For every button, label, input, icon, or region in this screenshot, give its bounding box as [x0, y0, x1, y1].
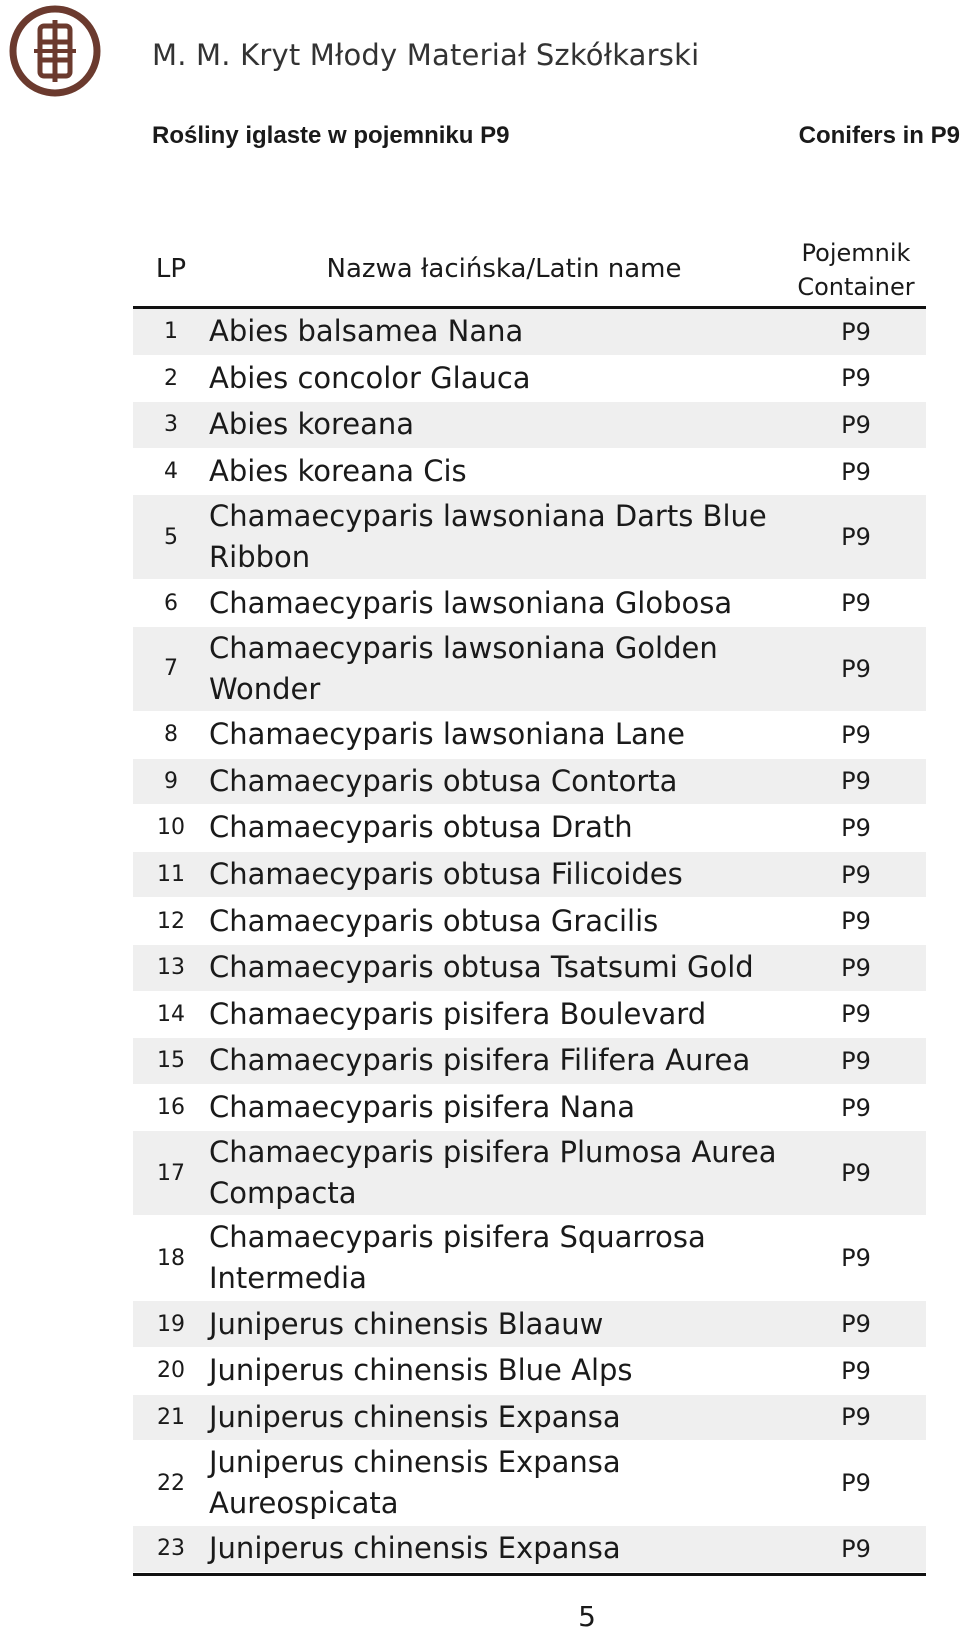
column-header-container-pl: Pojemnik: [801, 239, 911, 267]
table-row: [133, 898, 926, 945]
table-row: [133, 1085, 926, 1132]
row-number: 11: [157, 862, 185, 888]
row-number: 2: [164, 365, 178, 391]
latin-name: Chamaecyparis lawsoniana Lane: [209, 717, 685, 752]
row-number: 4: [164, 459, 178, 485]
table-row: [133, 852, 926, 899]
latin-name: Chamaecyparis obtusa Drath: [209, 810, 633, 845]
table-row: [133, 1348, 926, 1395]
table-row: [133, 759, 926, 806]
latin-name: Abies balsamea Nana: [209, 314, 524, 349]
latin-name: Chamaecyparis pisifera Filifera Aurea: [209, 1043, 751, 1078]
container-code: P9: [841, 1046, 871, 1075]
table-row: [133, 1038, 926, 1085]
table-body: [133, 309, 926, 1573]
row-number: 13: [157, 955, 185, 981]
column-header-container: [786, 236, 926, 304]
page-title-polish: Rośliny iglaste w pojemniku P9: [152, 122, 510, 149]
row-number: 14: [157, 1001, 185, 1027]
table-row: [133, 1526, 926, 1573]
company-logo: [8, 4, 102, 98]
row-number: 1: [164, 319, 178, 345]
row-number: 5: [164, 524, 178, 550]
latin-name: Abies koreana Cis: [209, 454, 467, 489]
row-number: 21: [157, 1404, 185, 1430]
row-number: 9: [164, 768, 178, 794]
row-number: 18: [157, 1245, 185, 1271]
container-code: P9: [841, 720, 871, 749]
page-number: 5: [578, 1600, 596, 1633]
latin-name: Abies koreana: [209, 407, 415, 442]
table-row: [133, 1301, 926, 1348]
container-code: P9: [841, 860, 871, 889]
table-row: [133, 945, 926, 992]
container-code: P9: [841, 364, 871, 393]
row-number: 23: [157, 1536, 185, 1562]
row-number: 6: [164, 590, 178, 616]
container-code: P9: [841, 523, 871, 552]
table-header: [133, 236, 926, 309]
plant-table: [133, 236, 926, 1576]
row-number: 8: [164, 722, 178, 748]
company-name: M. M. Kryt Młody Materiał Szkółkarski: [152, 38, 700, 72]
container-code: P9: [841, 767, 871, 796]
table-row: [133, 580, 926, 627]
table-bottom-rule: [133, 1573, 926, 1576]
container-code: P9: [841, 1244, 871, 1273]
row-number: 20: [157, 1358, 185, 1384]
latin-name: Juniperus chinensis Blaauw: [209, 1306, 604, 1341]
latin-name: Juniperus chinensis Expansa: [209, 1531, 621, 1566]
latin-name: Chamaecyparis pisifera Squarrosa Intermedia: [209, 1220, 706, 1296]
container-code: P9: [841, 1159, 871, 1188]
container-code: P9: [841, 457, 871, 486]
latin-name: Chamaecyparis lawsoniana Darts Blue Ribbon: [209, 499, 767, 575]
latin-name: Juniperus chinensis Expansa Aureospicata: [209, 1445, 621, 1521]
table-row: [133, 805, 926, 852]
table-row: [133, 1131, 926, 1216]
latin-name: Chamaecyparis pisifera Boulevard: [209, 996, 707, 1031]
latin-name: Abies concolor Glauca: [209, 360, 531, 395]
column-header-name: Nazwa łacińska/Latin name: [326, 254, 682, 284]
container-code: P9: [841, 1403, 871, 1432]
container-code: P9: [841, 953, 871, 982]
row-number: 12: [157, 908, 185, 934]
row-number: 15: [157, 1048, 185, 1074]
table-row: [133, 992, 926, 1039]
table-row: [133, 495, 926, 580]
row-number: 22: [157, 1470, 185, 1496]
column-header-lp: LP: [155, 254, 187, 284]
latin-name: Chamaecyparis pisifera Nana: [209, 1090, 636, 1125]
row-number: 7: [164, 656, 178, 682]
row-number: 10: [157, 815, 185, 841]
container-code: P9: [841, 1310, 871, 1339]
container-code: P9: [841, 654, 871, 683]
row-number: 19: [157, 1311, 185, 1337]
table-row: [133, 449, 926, 496]
table-row: [133, 309, 926, 356]
column-header-container-en: Container: [797, 273, 915, 301]
row-number: 16: [157, 1095, 185, 1121]
table-row: [133, 402, 926, 449]
container-code: P9: [841, 410, 871, 439]
container-code: P9: [841, 907, 871, 936]
row-number: 17: [157, 1160, 185, 1186]
container-code: P9: [841, 1356, 871, 1385]
latin-name: Juniperus chinensis Blue Alps: [209, 1353, 633, 1388]
latin-name: Chamaecyparis obtusa Tsatsumi Gold: [209, 950, 754, 985]
container-code: P9: [841, 317, 871, 346]
table-row: [133, 627, 926, 712]
latin-name: Chamaecyparis obtusa Contorta: [209, 763, 678, 798]
container-code: P9: [841, 1093, 871, 1122]
table-row: [133, 1441, 926, 1526]
table-row: [133, 712, 926, 759]
latin-name: Chamaecyparis obtusa Gracilis: [209, 903, 659, 938]
latin-name: Juniperus chinensis Expansa: [209, 1399, 621, 1434]
container-code: P9: [841, 1534, 871, 1563]
table-row: [133, 356, 926, 403]
latin-name: Chamaecyparis lawsoniana Golden Wonder: [209, 630, 718, 706]
table-row: [133, 1216, 926, 1301]
container-code: P9: [841, 1000, 871, 1029]
container-code: P9: [841, 589, 871, 618]
latin-name: Chamaecyparis lawsoniana Globosa: [209, 585, 733, 620]
latin-name: Chamaecyparis pisifera Plumosa Aurea Compacta: [209, 1135, 777, 1211]
container-code: P9: [841, 1469, 871, 1498]
table-row: [133, 1395, 926, 1442]
container-code: P9: [841, 813, 871, 842]
page-title-english: Conifers in P9: [798, 122, 960, 149]
row-number: 3: [164, 412, 178, 438]
latin-name: Chamaecyparis obtusa Filicoides: [209, 857, 683, 892]
